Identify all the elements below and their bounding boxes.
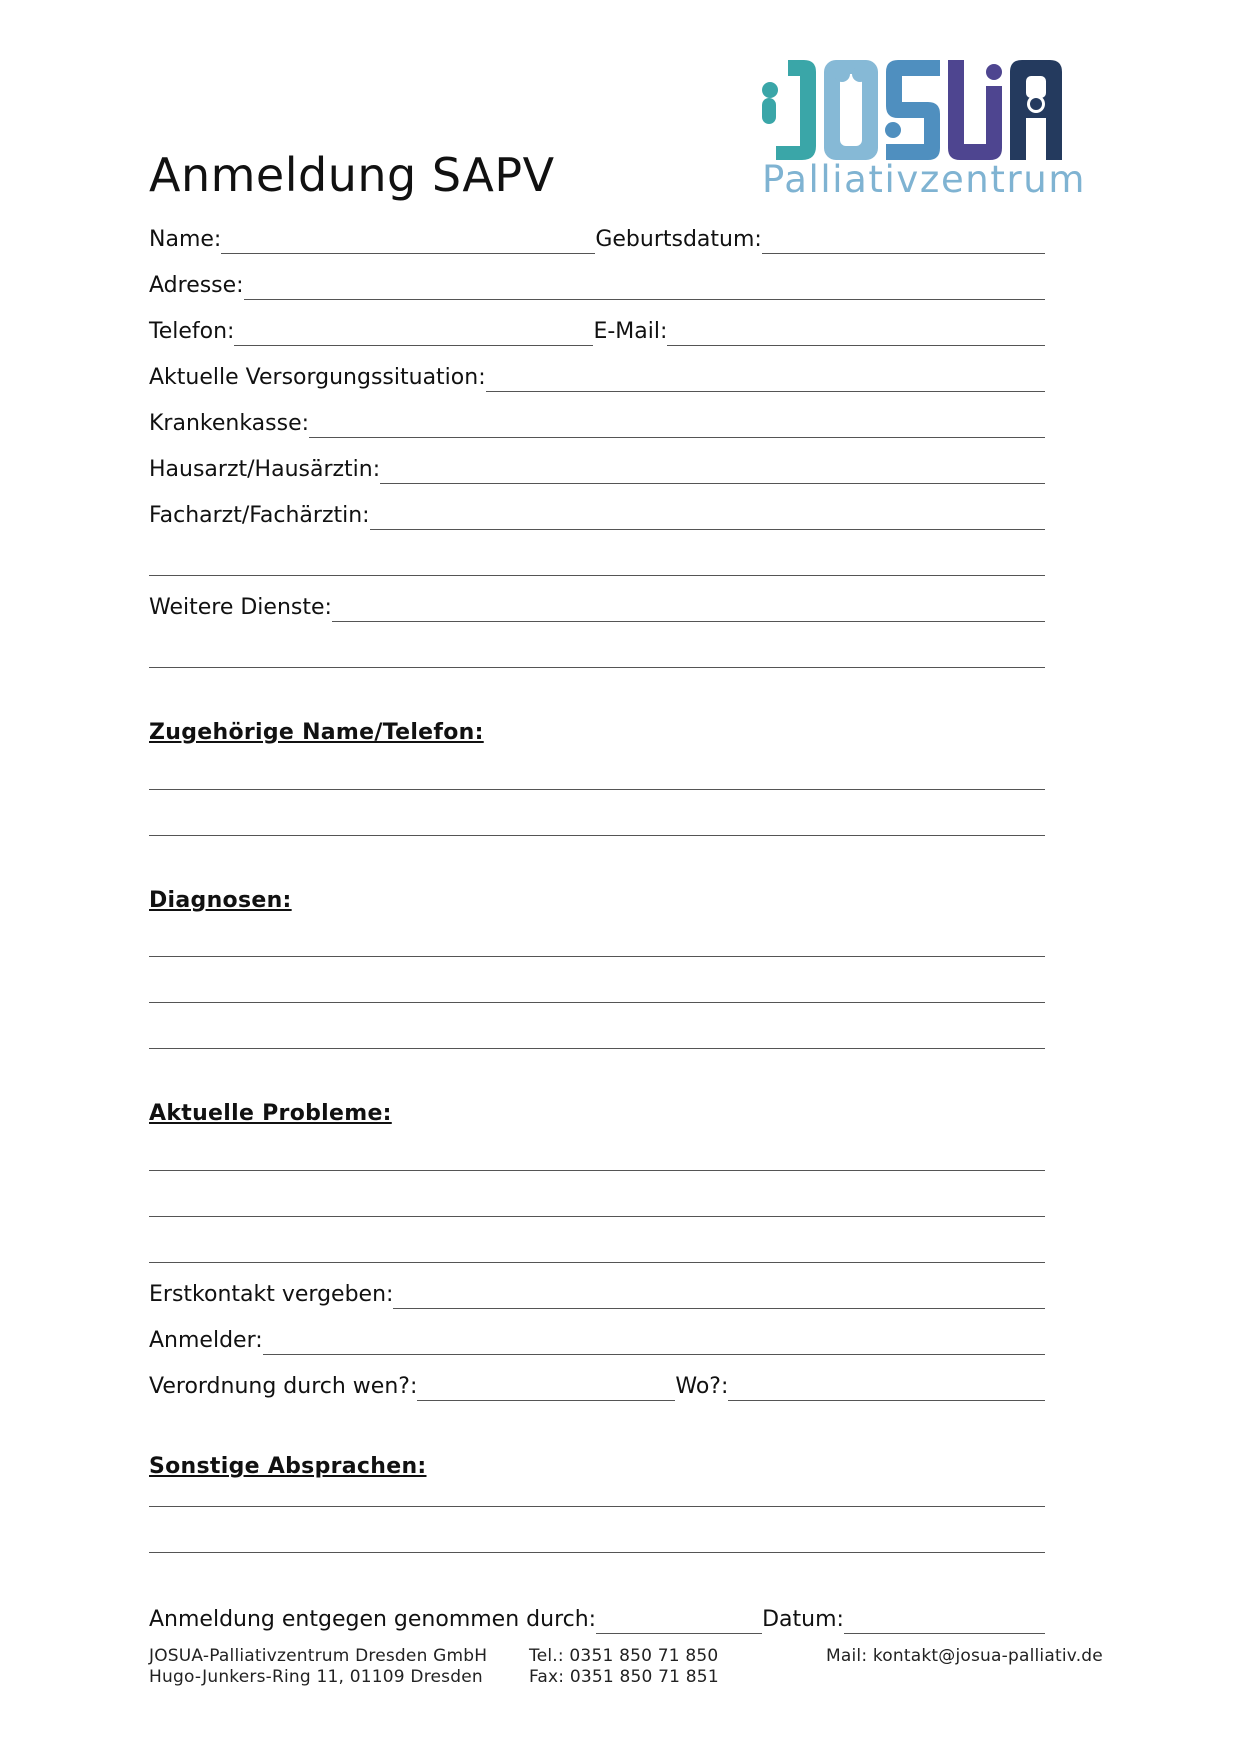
name-input-line[interactable] bbox=[221, 227, 595, 254]
registrant-input-line[interactable] bbox=[263, 1328, 1045, 1355]
section-other-agreements: Sonstige Absprachen: bbox=[149, 1454, 427, 1479]
date-label: Datum: bbox=[762, 1607, 844, 1632]
phone-label: Telefon: bbox=[149, 319, 235, 344]
other-agreements-line-1[interactable] bbox=[149, 1506, 1045, 1507]
footer-fax: Fax: 0351 850 71 851 bbox=[529, 1667, 719, 1687]
row-other-services bbox=[149, 592, 1045, 622]
diagnoses-line-2[interactable] bbox=[149, 1002, 1045, 1003]
row-prescription bbox=[149, 1371, 1045, 1401]
diagnoses-line-3[interactable] bbox=[149, 1048, 1045, 1049]
specialist-extra-line[interactable] bbox=[149, 575, 1045, 576]
insurance-input-line[interactable] bbox=[309, 411, 1045, 438]
where-input-line[interactable] bbox=[728, 1374, 1045, 1401]
name-label: Name: bbox=[149, 227, 222, 252]
problems-line-1[interactable] bbox=[149, 1170, 1045, 1171]
logo-letter-u bbox=[948, 60, 1002, 160]
logo-letter-a bbox=[1010, 60, 1062, 160]
row-phone-email bbox=[149, 316, 1045, 346]
row-insurance bbox=[149, 408, 1045, 438]
care-situation-label: Aktuelle Versorgungssituation: bbox=[149, 365, 486, 390]
diagnoses-line-1[interactable] bbox=[149, 956, 1045, 957]
row-address bbox=[149, 270, 1045, 300]
phone-input-line[interactable] bbox=[234, 319, 593, 346]
gp-input-line[interactable] bbox=[380, 457, 1045, 484]
problems-line-3[interactable] bbox=[149, 1262, 1045, 1263]
other-services-label: Weitere Dienste: bbox=[149, 595, 332, 620]
other-services-extra-line[interactable] bbox=[149, 667, 1045, 668]
footer-phone bbox=[529, 1646, 719, 1688]
received-by-input-line[interactable] bbox=[596, 1607, 762, 1634]
section-diagnoses: Diagnosen: bbox=[149, 888, 292, 913]
logo-letter-s bbox=[885, 60, 940, 160]
section-relatives: Zugehörige Name/Telefon: bbox=[149, 720, 484, 745]
date-input-line[interactable] bbox=[844, 1607, 1045, 1634]
section-problems: Aktuelle Probleme: bbox=[149, 1101, 392, 1126]
footer-address bbox=[149, 1646, 487, 1688]
row-registrant bbox=[149, 1325, 1045, 1355]
specialist-input-line[interactable] bbox=[370, 503, 1045, 530]
relatives-line-1[interactable] bbox=[149, 789, 1045, 790]
row-first-contact bbox=[149, 1279, 1045, 1309]
form-title: Anmeldung SAPV bbox=[149, 148, 555, 202]
birthdate-input-line[interactable] bbox=[762, 227, 1045, 254]
gp-label: Hausarzt/Hausärztin: bbox=[149, 457, 381, 482]
footer-street: Hugo-Junkers-Ring 11, 01109 Dresden bbox=[149, 1667, 483, 1687]
row-gp bbox=[149, 454, 1045, 484]
registrant-label: Anmelder: bbox=[149, 1328, 263, 1353]
address-label: Adresse: bbox=[149, 273, 244, 298]
problems-line-2[interactable] bbox=[149, 1216, 1045, 1217]
relatives-line-2[interactable] bbox=[149, 835, 1045, 836]
row-care-situation bbox=[149, 362, 1045, 392]
other-services-input-line[interactable] bbox=[332, 595, 1045, 622]
insurance-label: Krankenkasse: bbox=[149, 411, 310, 436]
row-specialist bbox=[149, 500, 1045, 530]
specialist-label: Facharzt/Fachärztin: bbox=[149, 503, 370, 528]
footer-company: JOSUA-Palliativzentrum Dresden GmbH bbox=[149, 1646, 488, 1666]
logo-letter-j bbox=[762, 60, 816, 160]
logo-letter-o bbox=[824, 60, 878, 160]
row-received-by bbox=[149, 1604, 1045, 1634]
prescription-label: Verordnung durch wen?: bbox=[149, 1374, 418, 1399]
email-input-line[interactable] bbox=[667, 319, 1045, 346]
row-name-birthdate bbox=[149, 224, 1045, 254]
other-agreements-line-2[interactable] bbox=[149, 1552, 1045, 1553]
footer-mail[interactable]: Mail: kontakt@josua-palliativ.de bbox=[826, 1646, 1103, 1666]
logo-subtitle: Palliativzentrum bbox=[762, 158, 1086, 201]
received-by-label: Anmeldung entgegen genommen durch: bbox=[149, 1607, 597, 1632]
where-label: Wo?: bbox=[675, 1374, 729, 1399]
first-contact-label: Erstkontakt vergeben: bbox=[149, 1282, 394, 1307]
birthdate-label: Geburtsdatum: bbox=[595, 227, 762, 252]
care-situation-input-line[interactable] bbox=[486, 365, 1045, 392]
email-label: E-Mail: bbox=[593, 319, 668, 344]
footer-tel: Tel.: 0351 850 71 850 bbox=[529, 1646, 719, 1666]
prescription-input-line[interactable] bbox=[417, 1374, 675, 1401]
first-contact-input-line[interactable] bbox=[393, 1282, 1045, 1309]
address-input-line[interactable] bbox=[244, 273, 1045, 300]
